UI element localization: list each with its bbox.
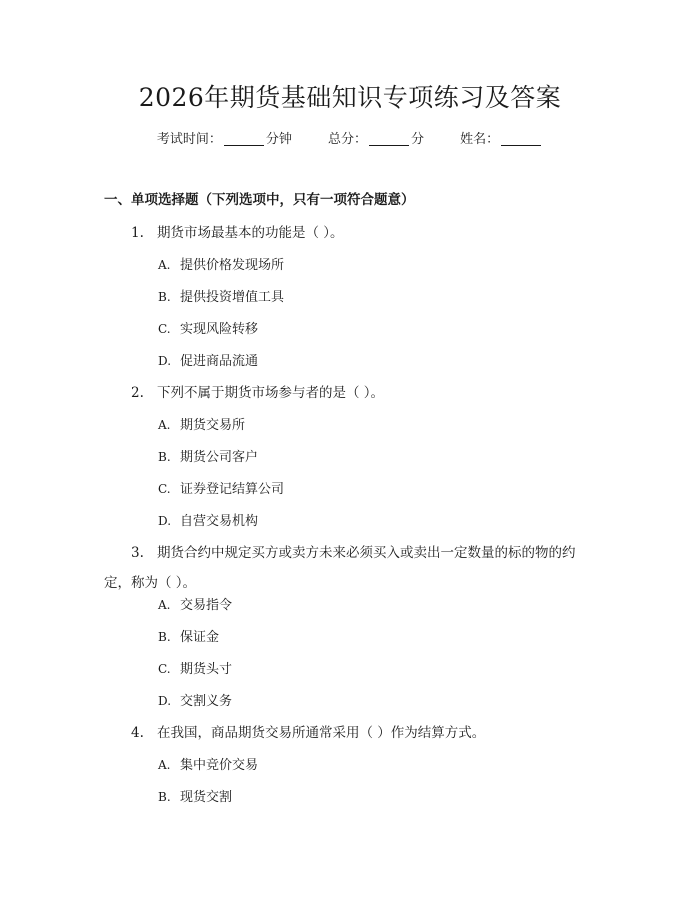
student-name-label: 姓名： <box>460 132 500 147</box>
option-letter: C. <box>158 322 171 336</box>
option-1b <box>158 287 284 308</box>
option-text: 期货头寸 <box>180 662 233 677</box>
question-number: 3. <box>131 545 144 561</box>
option-letter: B. <box>158 450 171 464</box>
option-3b <box>158 627 219 648</box>
exam-meta <box>0 130 700 150</box>
option-letter: D. <box>158 694 172 708</box>
option-3a <box>158 595 232 616</box>
option-text: 自营交易机构 <box>180 514 259 529</box>
student-name <box>460 130 543 150</box>
option-text: 证券登记结算公司 <box>180 482 285 497</box>
option-letter: C. <box>158 482 171 496</box>
question-4 <box>131 723 485 743</box>
option-text: 提供投资增值工具 <box>180 290 285 305</box>
exam-time-label: 考试时间： <box>156 132 222 147</box>
option-text: 期货交易所 <box>180 418 246 433</box>
option-letter: B. <box>158 790 171 804</box>
question-1 <box>131 223 344 243</box>
option-1d <box>158 351 258 372</box>
option-3d <box>158 691 232 712</box>
option-letter: B. <box>158 290 171 304</box>
section-heading: 一、单项选择题（下列选项中，只有一项符合题意） <box>104 192 415 208</box>
option-text: 交割义务 <box>180 694 233 709</box>
question-text: 期货合约中规定买方或卖方未来必须买入或卖出一定数量的标的物的约定，称为（ ）。 <box>104 545 576 591</box>
student-name-blank <box>501 131 541 146</box>
question-number: 4. <box>131 725 144 741</box>
option-2d <box>158 511 258 532</box>
option-2a <box>158 415 245 436</box>
option-letter: B. <box>158 630 171 644</box>
option-letter: C. <box>158 662 171 676</box>
option-2b <box>158 447 258 468</box>
option-2c <box>158 479 284 500</box>
exam-time-blank <box>224 131 264 146</box>
option-text: 提供价格发现场所 <box>180 258 285 273</box>
option-4a <box>158 755 258 776</box>
option-3c <box>158 659 232 680</box>
question-text: 期货市场最基本的功能是（ ）。 <box>157 225 344 241</box>
total-score-label: 总分： <box>327 132 367 147</box>
question-2 <box>131 383 384 403</box>
option-letter: A. <box>158 258 171 272</box>
total-score-unit: 分 <box>411 132 425 147</box>
question-3 <box>104 538 594 598</box>
total-score <box>328 130 424 150</box>
option-text: 促进商品流通 <box>180 354 259 369</box>
option-4b <box>158 787 232 808</box>
question-text: 在我国，商品期货交易所通常采用（ ）作为结算方式。 <box>157 725 486 741</box>
option-text: 交易指令 <box>180 598 233 613</box>
total-score-blank <box>369 131 409 146</box>
question-number: 2. <box>131 385 144 401</box>
option-text: 集中竞价交易 <box>180 758 259 773</box>
document-title: 2026年期货基础知识专项练习及答案 <box>138 83 562 112</box>
question-number: 1. <box>131 225 144 241</box>
option-letter: A. <box>158 418 171 432</box>
option-letter: D. <box>158 354 172 368</box>
option-text: 实现风险转移 <box>180 322 259 337</box>
option-text: 期货公司客户 <box>180 450 259 465</box>
exam-time-unit: 分钟 <box>265 132 292 147</box>
question-text: 下列不属于期货市场参与者的是（ ）。 <box>157 385 385 401</box>
option-1c <box>158 319 258 340</box>
option-letter: D. <box>158 514 172 528</box>
option-text: 保证金 <box>180 630 220 645</box>
option-letter: A. <box>158 758 171 772</box>
option-letter: A. <box>158 598 171 612</box>
exam-time <box>157 130 292 150</box>
option-1a <box>158 255 284 276</box>
option-text: 现货交割 <box>180 790 233 805</box>
